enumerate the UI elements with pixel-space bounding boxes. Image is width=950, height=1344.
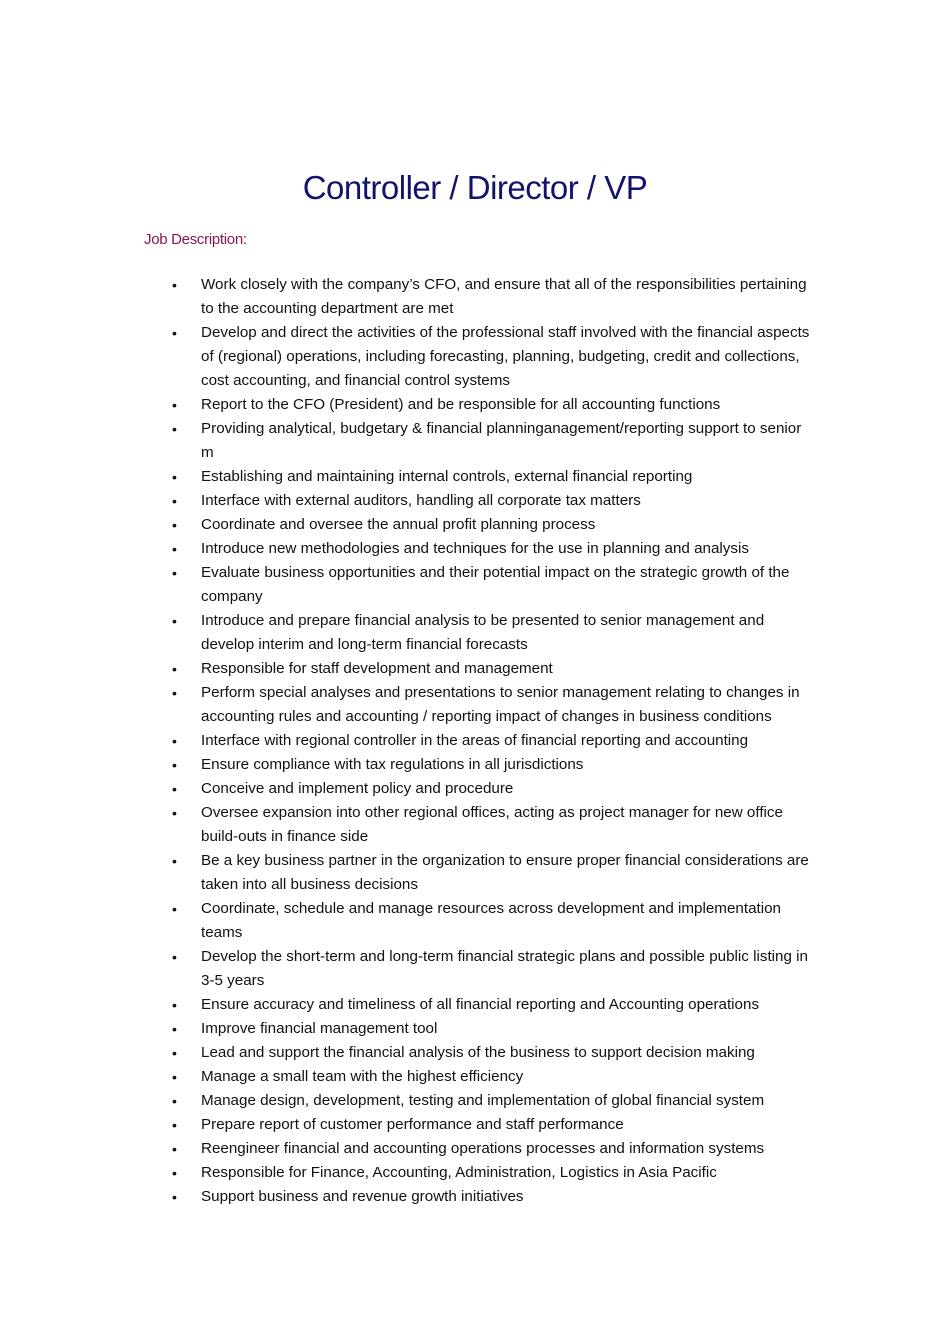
list-item bbox=[0, 849, 811, 897]
list-item-text: Be a key business partner in the organization to ensure proper financial considerations are taken into all business decisions bbox=[201, 852, 809, 893]
list-item bbox=[0, 993, 811, 1017]
list-item-text: Responsible for staff development and management bbox=[201, 660, 553, 677]
list-item bbox=[0, 273, 811, 321]
list-item-text: Prepare report of customer performance and staff performance bbox=[201, 1116, 624, 1133]
list-item-text: Ensure accuracy and timeliness of all financial reporting and Accounting operations bbox=[201, 996, 760, 1013]
list-item bbox=[0, 1113, 811, 1137]
bullet-icon: • bbox=[172, 517, 177, 533]
bullet-icon: • bbox=[172, 397, 177, 413]
list-item-text: Manage a small team with the highest efficiency bbox=[201, 1068, 524, 1085]
section-label-job-description: Job Description: bbox=[144, 231, 247, 248]
list-item-text: Work closely with the company’s CFO, and ensure that all of the responsibilities pertaining to the accounting department are met bbox=[201, 276, 807, 317]
list-item bbox=[0, 1041, 811, 1065]
list-item-text: Introduce and prepare financial analysis to be presented to senior management and develop interim and long-term financial forecasts bbox=[201, 612, 765, 653]
bullet-icon: • bbox=[172, 949, 177, 965]
list-item bbox=[0, 1161, 811, 1185]
bullet-icon: • bbox=[172, 1093, 177, 1109]
list-item bbox=[0, 801, 811, 849]
bullet-icon: • bbox=[172, 565, 177, 581]
list-item bbox=[0, 321, 811, 393]
list-item-text: Support business and revenue growth initiatives bbox=[201, 1188, 524, 1205]
page-title: Controller / Director / VP bbox=[302, 169, 648, 206]
bullet-icon: • bbox=[172, 1117, 177, 1133]
bullet-icon: • bbox=[172, 469, 177, 485]
list-item bbox=[0, 609, 811, 657]
list-item bbox=[0, 753, 811, 777]
bullet-icon: • bbox=[172, 757, 177, 773]
list-item-text: Introduce new methodologies and techniques for the use in planning and analysis bbox=[201, 540, 749, 557]
bullet-icon: • bbox=[172, 685, 177, 701]
list-item-text: Reengineer financial and accounting operations processes and information systems bbox=[201, 1140, 765, 1157]
list-item-text: Perform special analyses and presentations to senior management relating to changes in accounting rules and accounting / reporting impact of changes in business conditions bbox=[201, 684, 800, 725]
bullet-icon: • bbox=[172, 325, 177, 341]
list-item bbox=[0, 1065, 811, 1089]
list-item bbox=[0, 537, 811, 561]
duties-list bbox=[0, 273, 950, 1209]
bullet-icon: • bbox=[172, 805, 177, 821]
bullet-icon: • bbox=[172, 1021, 177, 1037]
list-item-text: Conceive and implement policy and procedure bbox=[201, 780, 514, 797]
bullet-icon: • bbox=[172, 1045, 177, 1061]
list-item-text: Coordinate, schedule and manage resources across development and implementation teams bbox=[201, 900, 782, 941]
list-item-text: Manage design, development, testing and implementation of global financial system bbox=[201, 1092, 765, 1109]
list-item-text: Ensure compliance with tax regulations in all jurisdictions bbox=[201, 756, 584, 773]
bullet-icon: • bbox=[172, 733, 177, 749]
list-item bbox=[0, 729, 811, 753]
bullet-icon: • bbox=[172, 661, 177, 677]
bullet-icon: • bbox=[172, 1189, 177, 1205]
list-item-text: Develop the short-term and long-term financial strategic plans and possible public listing in 3-5 years bbox=[201, 948, 808, 989]
bullet-icon: • bbox=[172, 853, 177, 869]
list-item bbox=[0, 681, 811, 729]
list-item bbox=[0, 417, 811, 465]
list-item-text: Improve financial management tool bbox=[201, 1020, 438, 1037]
list-item bbox=[0, 393, 811, 417]
list-item bbox=[0, 513, 811, 537]
list-item bbox=[0, 489, 811, 513]
list-item bbox=[0, 945, 811, 993]
list-item-text: Oversee expansion into other regional offices, acting as project manager for new office build-outs in finance side bbox=[201, 804, 783, 845]
list-item-text: Develop and direct the activities of the professional staff involved with the financial aspects of (regional) operations, including forecasting, planning, budgeting, credit and collections, cost accounting, and financial control systems bbox=[201, 324, 810, 389]
bullet-icon: • bbox=[172, 1069, 177, 1085]
list-item-text: Lead and support the financial analysis of the business to support decision making bbox=[201, 1044, 755, 1061]
list-item-text: Interface with external auditors, handling all corporate tax matters bbox=[201, 492, 641, 509]
bullet-icon: • bbox=[172, 493, 177, 509]
list-item-text: Providing analytical, budgetary & financial planninganagement/reporting support to senior m bbox=[201, 420, 802, 461]
bullet-icon: • bbox=[172, 421, 177, 437]
list-item-text: Establishing and maintaining internal controls, external financial reporting bbox=[201, 468, 693, 485]
list-item-text: Coordinate and oversee the annual profit planning process bbox=[201, 516, 596, 533]
list-item bbox=[0, 1185, 811, 1209]
list-item bbox=[0, 1089, 811, 1113]
list-item bbox=[0, 897, 811, 945]
bullet-icon: • bbox=[172, 997, 177, 1013]
bullet-icon: • bbox=[172, 277, 177, 293]
list-item bbox=[0, 657, 811, 681]
bullet-icon: • bbox=[172, 613, 177, 629]
bullet-icon: • bbox=[172, 1141, 177, 1157]
list-item-text: Responsible for Finance, Accounting, Administration, Logistics in Asia Pacific bbox=[201, 1164, 717, 1181]
list-item bbox=[0, 1137, 811, 1161]
bullet-icon: • bbox=[172, 541, 177, 557]
list-item-text: Report to the CFO (President) and be responsible for all accounting functions bbox=[201, 396, 721, 413]
bullet-icon: • bbox=[172, 901, 177, 917]
list-item bbox=[0, 561, 811, 609]
list-item-text: Evaluate business opportunities and their potential impact on the strategic growth of the company bbox=[201, 564, 790, 605]
bullet-icon: • bbox=[172, 1165, 177, 1181]
list-item bbox=[0, 1017, 811, 1041]
list-item bbox=[0, 777, 811, 801]
bullet-icon: • bbox=[172, 781, 177, 797]
list-item bbox=[0, 465, 811, 489]
list-item-text: Interface with regional controller in the areas of financial reporting and accounting bbox=[201, 732, 749, 749]
